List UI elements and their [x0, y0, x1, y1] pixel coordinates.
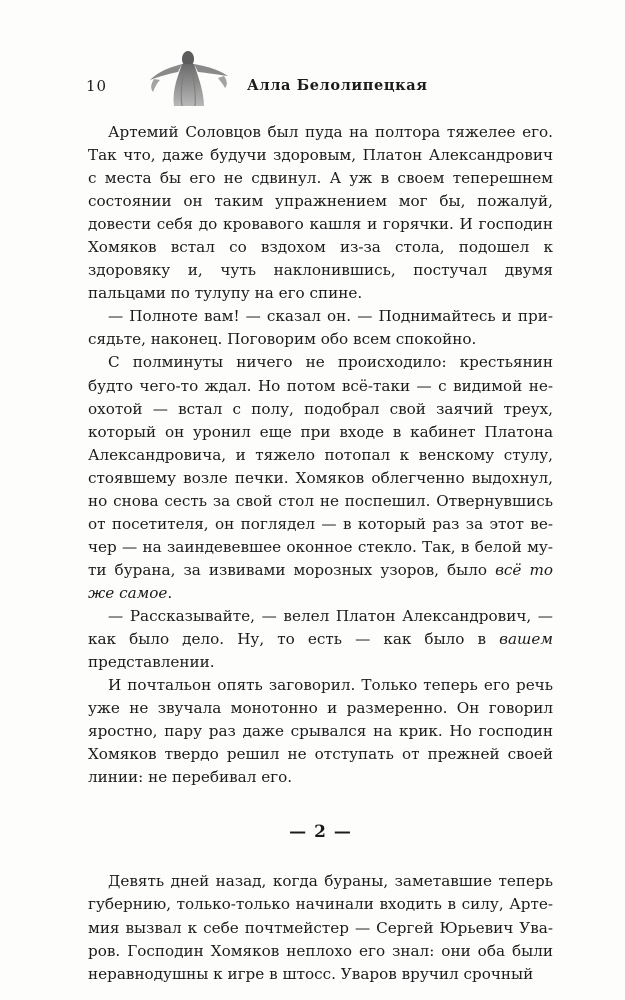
paragraph-3-text: С полминуты ничего не происходило: крестьянин будто чего-то ждал. Но потом всё-таки — с видимой неохотой — встал с полу, подобрал свой заячий треух, который он уронил еще при входе в кабинет Платона Александровича, и тяжело потопал к венскому стулу, стоявшему возле печки. Хомяков облегченно выдохнул, но снова сесть за свой стол не поспешил. Отвернувшись от посетителя, он поглядел — в который раз за этот вечер — на заиндевевшее оконное стекло. Так, в белой мути бурана, за извивами морозных узоров, было: [88, 353, 553, 579]
running-head-author: Алла Белолипецкая: [247, 77, 428, 94]
ghost-figure-icon: [148, 50, 230, 106]
page-body: [88, 121, 553, 986]
paragraph-3: [88, 351, 553, 605]
paragraph-4-end: представлении.: [88, 653, 215, 672]
section-marker: — 2 —: [289, 822, 352, 843]
paragraph-6: Девять дней назад, когда бураны, заметавшие теперь губернию, только-только начинали входить в силу, Артемия вызвал к себе почтмейстер — Сергей Юрьевич Уваров. Господин Хомяков неплохо его знал: они оба были неравнодушны к игре в штосс. Уваров вручил срочный: [88, 872, 553, 983]
paragraph-2: — Полноте вам! — сказал он. — Поднимайтесь и присядьте, наконец. Поговорим обо всем спокойно.: [88, 307, 553, 349]
paragraph-3-emphasis: всё то же самое: [88, 560, 553, 602]
paragraph-4-text: — Рассказывайте, — велел Платон Александрович, — как было дело. Ну, то есть — как было в: [88, 606, 553, 649]
page-header: [0, 0, 625, 110]
paragraph-3-end: .: [167, 583, 173, 602]
page-number: 10: [86, 77, 108, 95]
paragraph-1: Артемий Соловцов был пуда на полтора тяжелее его. Так что, даже будучи здоровым, Платон Александрович с места бы его не сдвинул. А уж в своем теперешнем состоянии он таким упражнением мог бы, пожалуй, довести себя до кровавого кашля и горячки. И господин Хомяков встал со вздохом из-за стола, подошел к здоровяку и, чуть наклонившись, постучал двумя пальцами по тулупу на его спине.: [88, 123, 553, 303]
paragraph-5: И почтальон опять заговорил. Только теперь его речь уже не звучала монотонно и размеренно. Он говорил яростно, пару раз даже срывался на крик. Но господин Хомяков твердо решил не отступать от прежней своей линии: не перебивал его.: [88, 676, 553, 787]
paragraph-4-emphasis: вашем: [499, 630, 553, 649]
paragraph-4: [88, 605, 553, 674]
